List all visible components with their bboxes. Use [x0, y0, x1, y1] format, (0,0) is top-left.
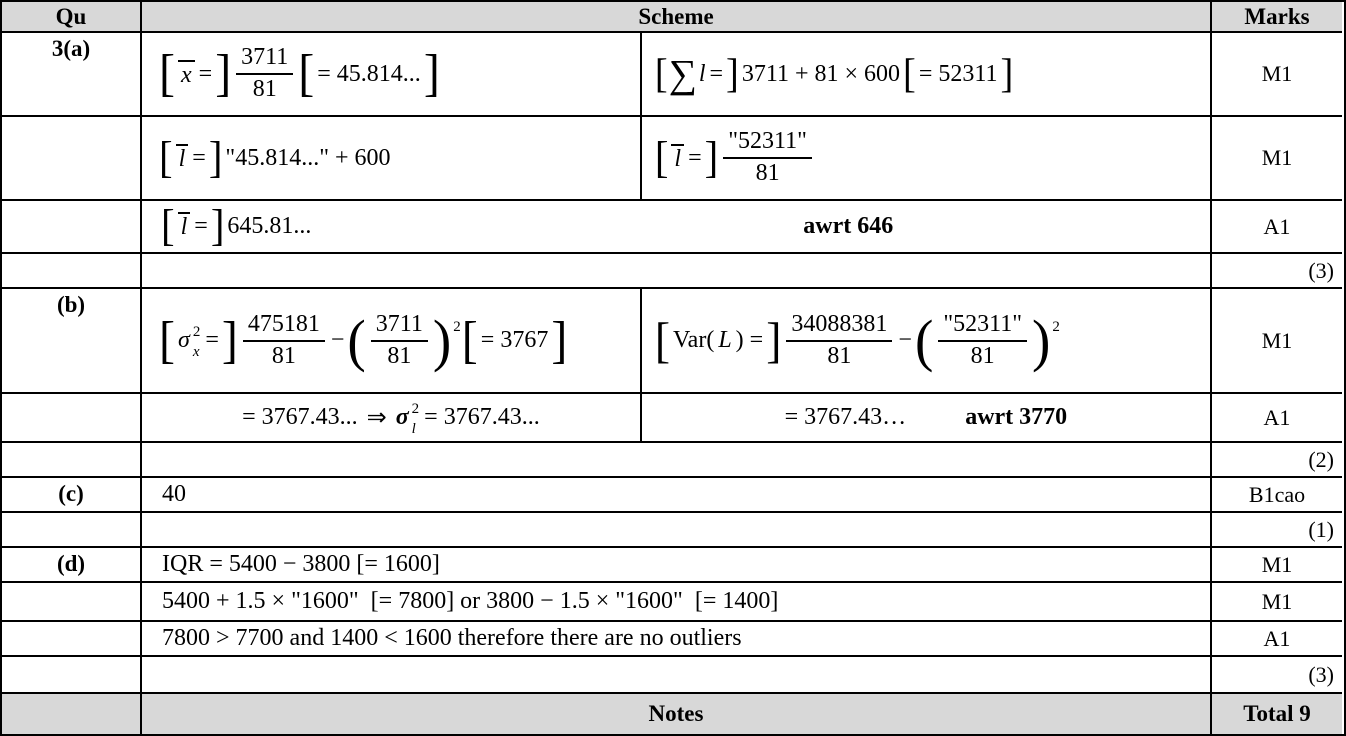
math-text: IQR = 5400 − 3800 [= 1600] — [162, 551, 440, 577]
numerator: "52311" — [723, 128, 812, 159]
scheme-cell — [142, 254, 1212, 289]
marks-label: M1 — [1261, 588, 1293, 614]
denominator: 81 — [827, 342, 852, 369]
scheme-cell — [142, 513, 1212, 548]
bracket: [ — [461, 311, 478, 369]
marks-cell — [1212, 33, 1342, 117]
qu-cell — [2, 548, 142, 583]
fraction — [371, 311, 428, 370]
fraction — [938, 311, 1027, 370]
bracket: ] — [551, 311, 568, 369]
bracket: [ — [159, 132, 173, 182]
marks-cell — [1212, 657, 1342, 694]
superscript: 2 — [192, 324, 201, 340]
scheme-subcell-left — [142, 394, 642, 441]
annotation-text: awrt 646 — [803, 213, 894, 239]
scheme-cell — [142, 583, 1212, 622]
bracket: [ — [161, 201, 175, 250]
subscript: x — [192, 344, 200, 360]
qu-cell — [2, 289, 142, 394]
header-marks: Marks — [1212, 2, 1342, 33]
superscript: 2 — [1052, 319, 1060, 335]
header-scheme: Scheme — [142, 2, 1212, 33]
denominator: 81 — [970, 342, 995, 369]
scheme-subcell-right — [642, 117, 1210, 199]
qu-cell — [2, 657, 142, 694]
fraction — [723, 128, 812, 187]
sub-superscript — [412, 402, 420, 437]
marks-cell — [1212, 394, 1342, 443]
math-text: "45.814..." + 600 — [225, 144, 391, 171]
marks-label: (3) — [1308, 257, 1334, 283]
qu-cell — [2, 254, 142, 289]
bracket: ] — [726, 51, 739, 97]
scheme-merged — [142, 548, 1210, 581]
math-text: 645.81... — [227, 213, 312, 239]
qu-label: (b) — [56, 292, 86, 317]
implies-arrow: ⇒ — [366, 405, 387, 431]
qu-label: 3(a) — [51, 36, 91, 61]
bracket: [ — [159, 44, 175, 103]
marks-cell — [1212, 289, 1342, 394]
math-text: − — [330, 327, 345, 353]
bracket: ] — [1000, 51, 1014, 97]
scheme-cell — [142, 478, 1212, 513]
math-variable: σ — [177, 327, 190, 353]
parenthesis: ( — [914, 308, 934, 373]
footer-qu-cell — [2, 694, 142, 734]
marks-label: A1 — [1263, 404, 1291, 430]
scheme-subcell-right — [642, 394, 1210, 441]
marks-label: A1 — [1263, 625, 1291, 651]
math-text: = — [198, 60, 213, 87]
numerator: 34088381 — [786, 311, 892, 342]
math-text: Var( — [673, 327, 715, 353]
marks-cell — [1212, 478, 1342, 513]
math-text: = 3767 — [480, 327, 549, 353]
denominator: 81 — [755, 160, 780, 186]
math-text: = — [688, 144, 702, 171]
marks-label: M1 — [1261, 551, 1293, 577]
math-text: − — [898, 327, 912, 353]
marks-cell — [1212, 583, 1342, 622]
qu-cell — [2, 583, 142, 622]
qu-label: (c) — [58, 481, 84, 506]
fraction — [786, 311, 892, 370]
marks-cell — [1212, 513, 1342, 548]
math-text: = 52311 — [918, 60, 998, 87]
bracket: ] — [221, 311, 238, 369]
scheme-cell — [142, 201, 1212, 254]
denominator: 81 — [271, 342, 296, 369]
numerator: 3711 — [371, 311, 428, 342]
marks-cell — [1212, 117, 1342, 201]
math-text: = 3767.43... — [424, 404, 540, 430]
marks-label: M1 — [1261, 145, 1293, 170]
scheme-cell — [142, 548, 1212, 583]
fraction — [243, 311, 325, 370]
scheme-split — [142, 33, 1210, 115]
parenthesis: ) — [432, 308, 452, 373]
overbar-variable: l — [671, 144, 684, 172]
bracket: ] — [210, 201, 225, 250]
marks-label: (2) — [1308, 446, 1334, 472]
bracket: ] — [208, 132, 223, 182]
sub-superscript — [193, 325, 201, 360]
footer-notes: Notes — [142, 694, 1212, 734]
math-text: = — [709, 60, 724, 87]
marks-cell — [1212, 548, 1342, 583]
scheme-split — [142, 117, 1210, 199]
sigma-sum-symbol: ∑ — [668, 52, 697, 97]
qu-cell — [2, 622, 142, 657]
marks-cell — [1212, 443, 1342, 478]
bracket: ] — [215, 44, 232, 103]
marks-cell — [1212, 201, 1342, 254]
header-qu: Qu — [2, 2, 142, 33]
math-text: 7800 > 7700 and 1400 < 1600 therefore there are no outliers — [162, 625, 742, 651]
math-text: = — [194, 213, 208, 239]
parenthesis: ) — [1032, 308, 1051, 373]
denominator: 81 — [252, 76, 277, 102]
math-text: ) = — [735, 327, 764, 353]
scheme-subcell-left — [142, 117, 642, 199]
math-text: = 45.814... — [317, 60, 421, 87]
scheme-subcell-right — [642, 33, 1210, 115]
annotation-text: awrt 3770 — [965, 404, 1068, 430]
marks-cell — [1212, 622, 1342, 657]
superscript: 2 — [411, 401, 420, 417]
qu-cell — [2, 513, 142, 548]
marks-label: (1) — [1308, 516, 1334, 542]
math-text: 3711 + 81 × 600 — [741, 60, 901, 87]
qu-cell — [2, 201, 142, 254]
math-text: = — [192, 144, 206, 171]
scheme-merged — [142, 583, 1210, 620]
qu-cell — [2, 117, 142, 201]
scheme-split — [142, 289, 1210, 392]
scheme-cell — [142, 117, 1212, 201]
marks-label: M1 — [1261, 327, 1293, 353]
superscript: 2 — [453, 319, 461, 335]
scheme-split — [142, 394, 1210, 441]
marks-label: A1 — [1263, 213, 1291, 239]
numerator: 475181 — [243, 311, 325, 342]
scheme-cell — [142, 657, 1212, 694]
bracket: ] — [766, 312, 782, 368]
bracket: [ — [654, 132, 669, 182]
scheme-merged — [142, 622, 1210, 655]
qu-cell — [2, 478, 142, 513]
qu-cell — [2, 443, 142, 478]
math-text: 40 — [162, 481, 186, 507]
math-variable: L — [718, 327, 732, 353]
marks-cell — [1212, 254, 1342, 289]
bracket: [ — [654, 51, 668, 97]
bracket: [ — [159, 311, 175, 369]
fraction — [236, 44, 293, 103]
math-text: = 3767.43… — [784, 404, 907, 430]
overbar-variable: x — [178, 60, 195, 88]
bracket: ] — [704, 132, 719, 182]
math-text: = — [205, 327, 219, 353]
bracket: [ — [654, 312, 670, 368]
scheme-cell — [142, 33, 1212, 117]
math-text: 5400 + 1.5 × "1600" [= 7800] or 3800 − 1.5 × "1600" [= 1400] — [162, 588, 779, 614]
qu-label: (d) — [56, 551, 86, 576]
overbar-variable: l — [178, 212, 191, 240]
math-text: = 3767.43... — [242, 404, 358, 430]
scheme-subcell-left — [142, 33, 642, 115]
scheme-merged — [142, 478, 1210, 511]
numerator: 3711 — [236, 44, 293, 75]
bracket: ] — [423, 44, 440, 103]
marks-label: (3) — [1308, 661, 1334, 687]
overbar-variable: l — [176, 144, 189, 172]
scheme-cell — [142, 289, 1212, 394]
parenthesis: ( — [347, 308, 366, 373]
marks-label: M1 — [1261, 61, 1293, 86]
numerator: "52311" — [938, 311, 1027, 342]
scheme-subcell-right — [642, 289, 1210, 392]
subscript: l — [411, 421, 416, 437]
scheme-cell — [142, 394, 1212, 443]
scheme-merged — [142, 201, 1210, 252]
marks-label: B1cao — [1248, 481, 1306, 507]
scheme-subcell-left — [142, 289, 642, 392]
math-variable: l — [698, 60, 706, 87]
footer-total: Total 9 — [1212, 694, 1342, 734]
denominator: 81 — [387, 342, 412, 369]
bracket: [ — [298, 44, 315, 103]
scheme-cell — [142, 622, 1212, 657]
qu-cell — [2, 394, 142, 443]
math-variable: σ — [395, 404, 409, 430]
qu-cell — [2, 33, 142, 117]
scheme-cell — [142, 443, 1212, 478]
bracket: [ — [903, 51, 916, 97]
